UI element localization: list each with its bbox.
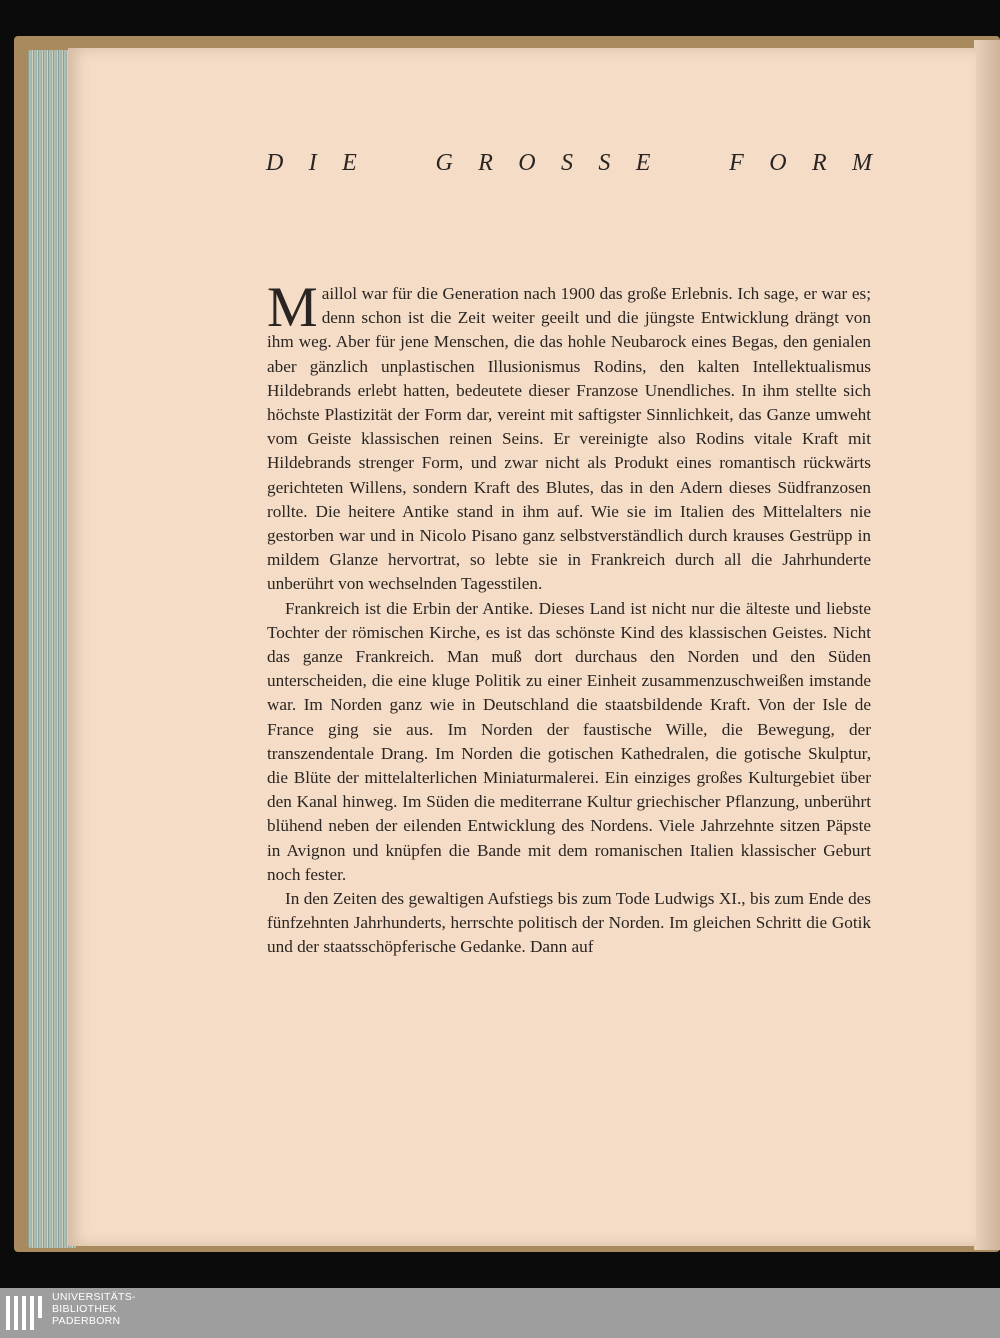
library-name-line: PADERBORN (52, 1315, 121, 1327)
running-head-letter: S (561, 150, 573, 176)
running-head-space (676, 150, 704, 177)
facing-page-edge (974, 40, 1000, 1250)
running-head-letter: R (811, 150, 827, 176)
running-head-letter: M (851, 150, 872, 176)
running-head-letter: I (308, 150, 317, 176)
running-head-letter: R (478, 150, 493, 176)
library-name-line: BIBLIOTHEK (52, 1303, 117, 1315)
running-head-letter: E (342, 150, 357, 176)
paragraph-1 (267, 276, 871, 597)
paragraph-2: Frankreich ist die Erbin der Antike. Dieses Land ist nicht nur die älteste und liebste Tochter der römischen Kirche, es ist das schönste Kind des klassischen Geistes. Nicht das ganze Frankreich. Man muß dort durchaus den Norden und den Süden unterscheiden, die eine kluge Politik zu einer Einheit zusammenzuschweißen imstande war. Im Norden ganz wie in Deutschland die staatsbildende Kraft. Von der Isle de France ging sie aus. Im Norden der faustische Wille, die Bewegung, der transzendentale Drang. Im Norden die gotischen Kathedralen, die gotische Skulptur, die Blüte der mittelalterlichen Miniaturmalerei. Ein einziges großes Kulturgebiet über den Kanal hinweg. Im Süden die mediterrane Kultur griechischer Pflanzung, unberührt blühend neben der eilenden Entwicklung des Nordens. Viele Jahrzehnte sitzen Päpste in Avignon und knüpfen die Bande mit dem romanischen Italien klassischer Geburt noch fester. (267, 598, 871, 884)
running-head-letter: F (729, 150, 744, 176)
library-name (52, 1291, 136, 1327)
paragraph-1-text: aillol war für die Generation nach 1900 das große Erlebnis. Ich sage, er war es; denn schon ist die Zeit weiter geeilt und die jüngste Entwicklung drängt von ihm weg. Aber für jene Menschen, die das hohle Neubarock eines Begas, den genialen aber gänzlich unplastischen Illusionismus Rodins, den kalten Intellektualismus Hildebrands erlebt hatten, bedeutete dieser Franzose Unendliches. In ihm stellte sich höchste Plastizität der Form dar, vereint mit saftigster Sinnlichkeit, das Ganze umweht vom Geiste klassischen reinen Seins. Er vereinigte also Rodins vitale Kraft mit Hildebrands strenger Form, und zwar nicht als Produkt eines romantisch rückwärts gerichteten Willens, sondern Kraft des Blutes, das in den Adern dieses Südfranzosen rollte. Die heitere Antike stand in ihm auf. Wie sie im Italien des Mittelalters nie gestorben war und in Nicolo Pisano ganz selbstverständlich durch krauses Gestrüpp in mildem Glanze hervortrat, so lebte sie in Frankreich durch all die Jahrhunderte unberührt von wechselnden Tagesstilen. (267, 284, 871, 594)
running-head-letter: O (518, 150, 536, 176)
running-head-letter: S (598, 150, 611, 176)
running-head-space (382, 150, 410, 177)
library-logo-icon (6, 1296, 46, 1332)
library-name-line: UNIVERSITÄTS- (52, 1291, 136, 1303)
body-text (267, 276, 871, 960)
paragraph-3: In den Zeiten des gewaltigen Aufstiegs bis zum Tode Ludwigs XI., bis zum Ende des fünfzehnten Jahrhunderts, herrschte politisch der Norden. Im gleichen Schritt die Gotik und der staatsschöpferische Gedanke. Dann auf (267, 889, 871, 957)
library-footer (0, 1288, 1000, 1338)
running-head-letter: D (266, 150, 284, 176)
running-head-letter: G (435, 150, 453, 176)
running-head-letter: O (769, 150, 787, 176)
running-head-letter: E (635, 150, 651, 176)
running-head (266, 150, 872, 177)
drop-cap: M (267, 276, 318, 339)
